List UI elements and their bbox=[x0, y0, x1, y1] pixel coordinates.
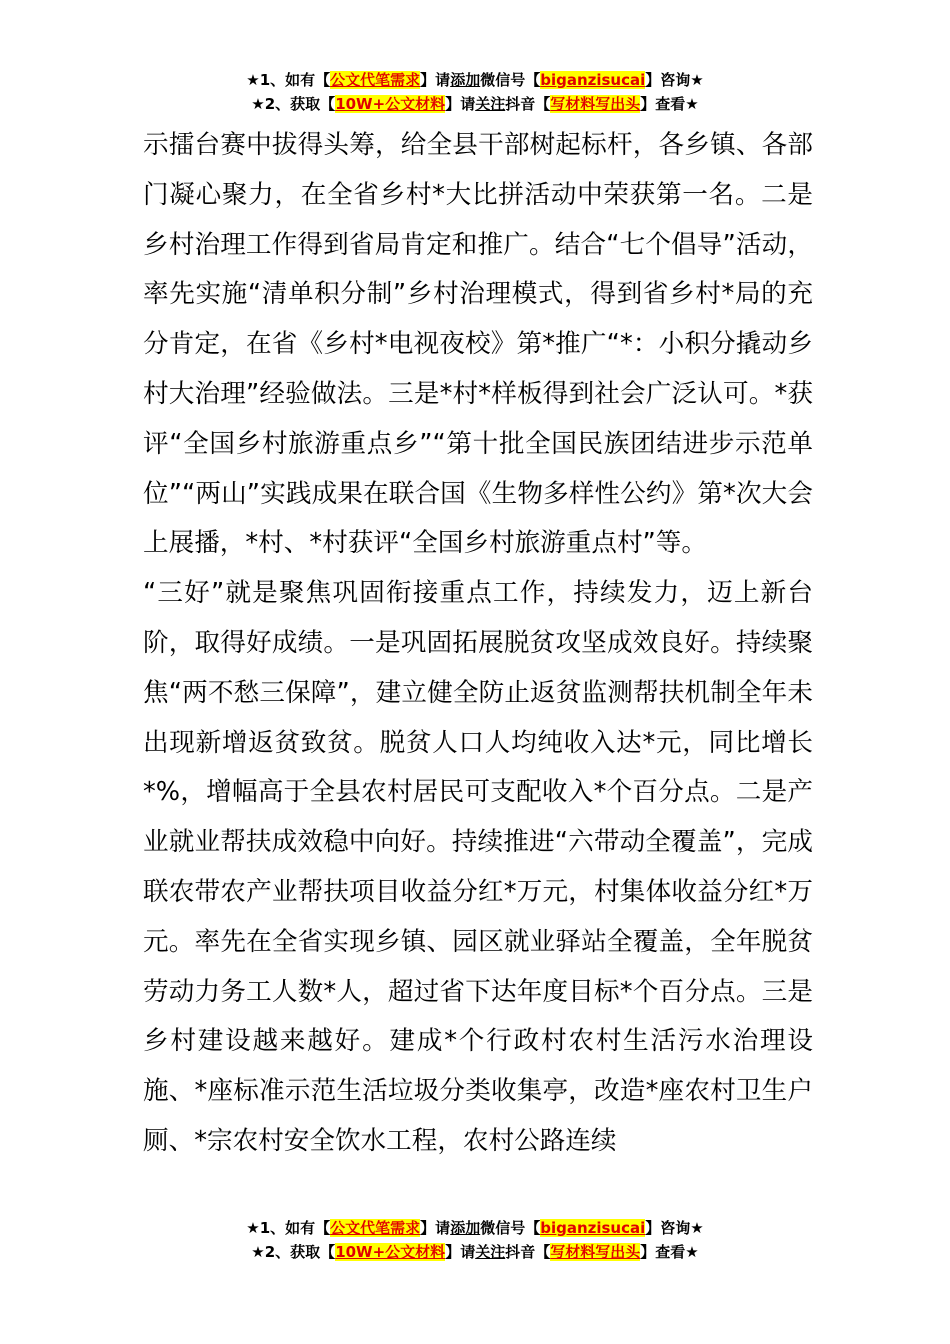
footer-banner bbox=[0, 1216, 950, 1264]
banner-2-mid2: 抖音【 bbox=[505, 95, 551, 113]
banner-1-service-highlight: 公文代笔需求 bbox=[330, 71, 421, 89]
banner-line-2 bbox=[0, 92, 950, 116]
banner-2-prefix: ★2、获取【 bbox=[251, 95, 336, 113]
banner-line-1 bbox=[0, 68, 950, 92]
footer-2-suffix: 】查看★ bbox=[640, 1243, 699, 1261]
banner-2-douyin-id: 写材料写出头 bbox=[550, 95, 641, 113]
footer-1-suffix: 】咨询★ bbox=[645, 1219, 704, 1237]
banner-2-underlined: 关注 bbox=[475, 95, 506, 113]
footer-2-underlined: 关注 bbox=[475, 1243, 506, 1261]
footer-2-materials-highlight: 10W+公文材料 bbox=[335, 1243, 446, 1261]
footer-1-underlined: 添加 bbox=[450, 1219, 481, 1237]
footer-2-mid1: 】请 bbox=[445, 1243, 476, 1261]
body-paragraph-1: 示擂台赛中拔得头筹，给全县干部树起标杆，各乡镇、各部门凝心聚力，在全省乡村*大比拼活动中荣获第一名。二是乡村治理工作得到省局肯定和推广。结合“七个倡导”活动，率先实施“清单积分制”乡村治理模式，得到省乡村*局的充分肯定，在省《乡村*电视夜校》第*推广“*：小积分撬动乡村大治理”经验做法。三是*村*样板得到社会广泛认可。*获评“全国乡村旅游重点乡”“第十批全国民族团结进步示范单位”“两山”实践成果在联合国《生物多样性公约》第*次大会上展播，*村、*村获评“全国乡村旅游重点村”等。 bbox=[143, 130, 813, 559]
footer-1-wechat-id: biganzisucai bbox=[540, 1219, 646, 1237]
banner-1-mid2: 微信号【 bbox=[480, 71, 541, 89]
banner-2-suffix: 】查看★ bbox=[640, 95, 699, 113]
footer-1-mid1: 】请 bbox=[420, 1219, 451, 1237]
footer-1-prefix: ★1、如有【 bbox=[246, 1219, 331, 1237]
footer-1-mid2: 微信号【 bbox=[480, 1219, 541, 1237]
banner-2-materials-highlight: 10W+公文材料 bbox=[335, 95, 446, 113]
banner-1-wechat-id: biganzisucai bbox=[540, 71, 646, 89]
document-body bbox=[143, 121, 813, 1167]
footer-banner-line-1 bbox=[0, 1216, 950, 1240]
footer-banner-line-2 bbox=[0, 1240, 950, 1264]
header-banner bbox=[0, 68, 950, 116]
footer-2-douyin-id: 写材料写出头 bbox=[550, 1243, 641, 1261]
footer-2-prefix: ★2、获取【 bbox=[251, 1243, 336, 1261]
banner-1-mid1: 】请 bbox=[420, 71, 451, 89]
footer-1-service-highlight: 公文代笔需求 bbox=[330, 1219, 421, 1237]
banner-1-suffix: 】咨询★ bbox=[645, 71, 704, 89]
banner-1-prefix: ★1、如有【 bbox=[246, 71, 331, 89]
footer-2-mid2: 抖音【 bbox=[505, 1243, 551, 1261]
banner-1-underlined: 添加 bbox=[450, 71, 481, 89]
body-paragraph-2: “三好”就是聚焦巩固衔接重点工作，持续发力，迈上新台阶，取得好成绩。一是巩固拓展脱贫攻坚成效良好。持续聚焦“两不愁三保障”，建立健全防止返贫监测帮扶机制全年未出现新增返贫致贫。脱贫人口人均纯收入达*元，同比增长*%，增幅高于全县农村居民可支配收入*个百分点。二是产业就业帮扶成效稳中向好。持续推进“六带动全覆盖”，完成联农带农产业帮扶项目收益分红*万元，村集体收益分红*万元。率先在全省实现乡镇、园区就业驿站全覆盖，全年脱贫劳动力务工人数*人，超过省下达年度目标*个百分点。三是乡村建设越来越好。建成*个行政村农村生活污水治理设施、*座标准示范生活垃圾分类收集亭，改造*座农村卫生户厕、*宗农村安全饮水工程，农村公路连续 bbox=[143, 578, 813, 1156]
banner-2-mid1: 】请 bbox=[445, 95, 476, 113]
